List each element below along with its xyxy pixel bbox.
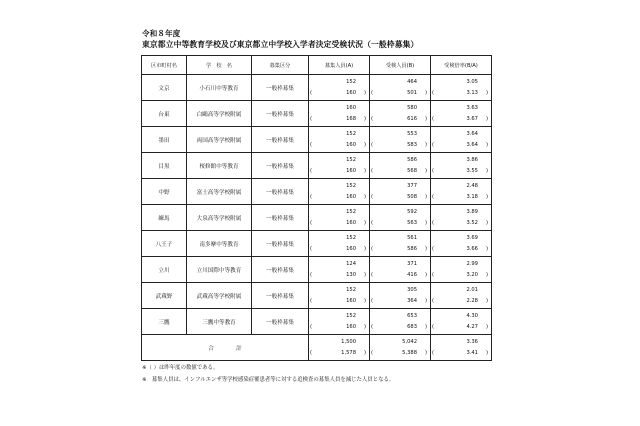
area-name: 目黒 (142, 153, 187, 179)
capacity-previous: 160 (346, 142, 356, 148)
header-ratio: 受検倍率(B/A) (431, 56, 492, 75)
paren-close: ) (485, 194, 488, 200)
total-row (142, 335, 492, 361)
capacity-cell (309, 127, 370, 153)
ratio-previous: 3.67 (466, 116, 478, 122)
paren-open: ( (310, 90, 313, 96)
paren-open: ( (371, 350, 374, 356)
paren-close: ) (485, 220, 488, 226)
applicants-current: 464 (407, 79, 417, 85)
paren-close: ) (424, 194, 427, 200)
area-name: 台東 (142, 101, 187, 127)
recruitment-category: 一般枠募集 (252, 179, 309, 205)
header-school: 学 校 名 (187, 56, 252, 75)
capacity-previous: 168 (346, 116, 356, 122)
paren-open: ( (432, 168, 435, 174)
ratio-current: 3.63 (466, 105, 478, 111)
applicants-current: 561 (407, 235, 417, 241)
capacity-previous: 160 (346, 194, 356, 200)
area-name: 立川 (142, 257, 187, 283)
total-applicants-previous: 5,388 (402, 350, 417, 356)
paren-close: ) (424, 168, 427, 174)
capacity-current: 160 (346, 105, 356, 111)
ratio-previous: 3.66 (466, 246, 478, 252)
applicants-cell (370, 205, 431, 231)
table-header-row (142, 56, 492, 75)
recruitment-category: 一般枠募集 (252, 127, 309, 153)
capacity-previous: 160 (346, 168, 356, 174)
ratio-previous: 3.18 (466, 194, 478, 200)
ratio-previous: 3.64 (466, 142, 478, 148)
ratio-current: 2.01 (466, 287, 478, 293)
total-applicants-cell (370, 335, 431, 361)
ratio-current: 4.30 (466, 313, 478, 319)
school-name: 小石川中等教育 (187, 75, 252, 101)
paren-open: ( (310, 220, 313, 226)
capacity-current: 152 (346, 183, 356, 189)
recruitment-category: 一般枠募集 (252, 75, 309, 101)
capacity-current: 152 (346, 131, 356, 137)
capacity-previous: 130 (346, 272, 356, 278)
paren-close: ) (424, 220, 427, 226)
capacity-previous: 160 (346, 324, 356, 330)
applicants-previous: 508 (407, 194, 417, 200)
paren-close: ) (363, 272, 366, 278)
paren-close: ) (424, 116, 427, 122)
table-row (142, 101, 492, 127)
paren-open: ( (310, 298, 313, 304)
paren-open: ( (310, 324, 313, 330)
ratio-current: 3.89 (466, 209, 478, 215)
note-previous-year: ※（ ）は昨年度の数値である。 (142, 365, 219, 371)
ratio-cell (431, 101, 492, 127)
header-area: 区市町村名 (142, 56, 187, 75)
paren-open: ( (371, 324, 374, 330)
applicants-current: 586 (407, 157, 417, 163)
capacity-current: 152 (346, 235, 356, 241)
school-name: 南多摩中等教育 (187, 231, 252, 257)
capacity-current: 124 (346, 261, 356, 267)
paren-open: ( (371, 168, 374, 174)
paren-close: ) (424, 142, 427, 148)
recruitment-category: 一般枠募集 (252, 153, 309, 179)
ratio-current: 2.48 (466, 183, 478, 189)
area-name: 三鷹 (142, 309, 187, 335)
table-row (142, 75, 492, 101)
total-capacity-cell (309, 335, 370, 361)
applicants-current: 580 (407, 105, 417, 111)
school-name: 三鷹中等教育 (187, 309, 252, 335)
capacity-previous: 160 (346, 298, 356, 304)
paren-open: ( (432, 272, 435, 278)
ratio-previous: 3.52 (466, 220, 478, 226)
applicants-current: 553 (407, 131, 417, 137)
ratio-current: 3.64 (466, 131, 478, 137)
paren-open: ( (371, 194, 374, 200)
paren-close: ) (363, 298, 366, 304)
ratio-current: 3.05 (466, 79, 478, 85)
paren-open: ( (371, 220, 374, 226)
capacity-cell (309, 205, 370, 231)
ratio-previous: 4.27 (466, 324, 478, 330)
ratio-current: 3.86 (466, 157, 478, 163)
paren-close: ) (363, 194, 366, 200)
paren-close: ) (363, 142, 366, 148)
school-name: 武蔵高等学校附属 (187, 283, 252, 309)
table-row (142, 153, 492, 179)
paren-close: ) (424, 246, 427, 252)
applicants-cell (370, 257, 431, 283)
area-name: 文京 (142, 75, 187, 101)
total-capacity-current: 1,500 (341, 339, 356, 345)
paren-open: ( (310, 168, 313, 174)
capacity-cell (309, 257, 370, 283)
applicants-previous: 416 (407, 272, 417, 278)
paren-close: ) (363, 90, 366, 96)
paren-open: ( (432, 194, 435, 200)
recruitment-category: 一般枠募集 (252, 257, 309, 283)
document-title: 東京都立中等教育学校及び東京都立中学校入学者決定受検状況（一般枠募集） (142, 40, 419, 49)
paren-open: ( (371, 142, 374, 148)
total-applicants-current: 5,042 (402, 339, 417, 345)
capacity-cell (309, 101, 370, 127)
applicants-previous: 583 (407, 142, 417, 148)
ratio-cell (431, 179, 492, 205)
capacity-cell (309, 75, 370, 101)
paren-open: ( (371, 90, 374, 96)
table-row (142, 231, 492, 257)
paren-open: ( (310, 350, 313, 356)
area-name: 練馬 (142, 205, 187, 231)
capacity-current: 152 (346, 79, 356, 85)
paren-close: ) (363, 324, 366, 330)
ratio-previous: 3.13 (466, 90, 478, 96)
paren-close: ) (424, 324, 427, 330)
capacity-current: 152 (346, 313, 356, 319)
header-applicants: 受検人員(B) (370, 56, 431, 75)
paren-open: ( (310, 194, 313, 200)
recruitment-category: 一般枠募集 (252, 283, 309, 309)
applicants-current: 377 (407, 183, 417, 189)
paren-close: ) (424, 90, 427, 96)
applicants-previous: 568 (407, 168, 417, 174)
paren-open: ( (371, 272, 374, 278)
school-name: 立川国際中等教育 (187, 257, 252, 283)
paren-close: ) (424, 298, 427, 304)
school-name: 桜修館中等教育 (187, 153, 252, 179)
paren-close: ) (363, 116, 366, 122)
table-row (142, 179, 492, 205)
table-row (142, 205, 492, 231)
applicants-cell (370, 101, 431, 127)
paren-open: ( (432, 324, 435, 330)
capacity-cell (309, 153, 370, 179)
paren-close: ) (485, 272, 488, 278)
ratio-current: 2.99 (466, 261, 478, 267)
ratio-cell (431, 127, 492, 153)
applicants-previous: 501 (407, 90, 417, 96)
paren-close: ) (363, 350, 366, 356)
header-capacity: 募集人員(A) (309, 56, 370, 75)
paren-open: ( (432, 116, 435, 122)
ratio-previous: 3.55 (466, 168, 478, 174)
ratio-cell (431, 309, 492, 335)
capacity-current: 152 (346, 209, 356, 215)
ratio-previous: 2.28 (466, 298, 478, 304)
paren-close: ) (485, 350, 488, 356)
paren-close: ) (363, 246, 366, 252)
total-ratio-previous: 3.41 (466, 350, 478, 356)
paren-open: ( (371, 298, 374, 304)
ratio-cell (431, 257, 492, 283)
ratio-cell (431, 75, 492, 101)
applicants-cell (370, 283, 431, 309)
ratio-previous: 3.20 (466, 272, 478, 278)
paren-close: ) (485, 90, 488, 96)
paren-close: ) (424, 350, 427, 356)
paren-close: ) (485, 142, 488, 148)
applicants-cell (370, 309, 431, 335)
paren-open: ( (432, 90, 435, 96)
applicants-current: 305 (407, 287, 417, 293)
ratio-current: 3.69 (466, 235, 478, 241)
school-name: 両国高等学校附属 (187, 127, 252, 153)
recruitment-category: 一般枠募集 (252, 205, 309, 231)
paren-close: ) (424, 272, 427, 278)
applicants-cell (370, 153, 431, 179)
school-name: 富士高等学校附属 (187, 179, 252, 205)
paren-open: ( (371, 116, 374, 122)
applicants-current: 371 (407, 261, 417, 267)
paren-open: ( (310, 142, 313, 148)
capacity-current: 152 (346, 287, 356, 293)
ratio-cell (431, 153, 492, 179)
applicants-cell (370, 179, 431, 205)
paren-close: ) (363, 168, 366, 174)
paren-open: ( (432, 298, 435, 304)
capacity-previous: 160 (346, 90, 356, 96)
ratio-cell (431, 283, 492, 309)
paren-close: ) (485, 298, 488, 304)
school-name: 白鷗高等学校附属 (187, 101, 252, 127)
applicants-cell (370, 231, 431, 257)
table-row (142, 127, 492, 153)
applicants-previous: 364 (407, 298, 417, 304)
document-subtitle: 令和８年度 (142, 29, 181, 38)
capacity-cell (309, 231, 370, 257)
paren-close: ) (485, 116, 488, 122)
paren-close: ) (485, 246, 488, 252)
paren-open: ( (432, 350, 435, 356)
recruitment-category: 一般枠募集 (252, 309, 309, 335)
area-name: 墨田 (142, 127, 187, 153)
note-capacity: ※ 募集人員は、インフルエンザ等学校感染症罹患者等に対する追検査の募集人員を減じた人員となる。 (142, 377, 395, 383)
applicants-current: 592 (407, 209, 417, 215)
paren-open: ( (432, 142, 435, 148)
applicants-cell (370, 75, 431, 101)
area-name: 八王子 (142, 231, 187, 257)
paren-open: ( (371, 246, 374, 252)
paren-open: ( (310, 272, 313, 278)
admissions-table (141, 55, 492, 361)
recruitment-category: 一般枠募集 (252, 231, 309, 257)
applicants-previous: 616 (407, 116, 417, 122)
paren-close: ) (363, 220, 366, 226)
table-row (142, 283, 492, 309)
school-name: 大泉高等学校附属 (187, 205, 252, 231)
total-capacity-previous: 1,578 (341, 350, 356, 356)
applicants-previous: 563 (407, 220, 417, 226)
capacity-cell (309, 179, 370, 205)
area-name: 武蔵野 (142, 283, 187, 309)
applicants-current: 653 (407, 313, 417, 319)
paren-close: ) (485, 324, 488, 330)
applicants-previous: 586 (407, 246, 417, 252)
total-ratio-current: 3.36 (466, 339, 478, 345)
paren-open: ( (432, 246, 435, 252)
capacity-current: 152 (346, 157, 356, 163)
capacity-previous: 160 (346, 246, 356, 252)
paren-open: ( (310, 246, 313, 252)
applicants-previous: 683 (407, 324, 417, 330)
ratio-cell (431, 231, 492, 257)
table-row (142, 257, 492, 283)
paren-close: ) (485, 168, 488, 174)
paren-open: ( (432, 220, 435, 226)
header-category: 募集区分 (252, 56, 309, 75)
capacity-previous: 160 (346, 220, 356, 226)
recruitment-category: 一般枠募集 (252, 101, 309, 127)
table-row (142, 309, 492, 335)
area-name: 中野 (142, 179, 187, 205)
ratio-cell (431, 205, 492, 231)
applicants-cell (370, 127, 431, 153)
capacity-cell (309, 283, 370, 309)
total-label: 合 計 (142, 335, 309, 361)
paren-open: ( (310, 116, 313, 122)
capacity-cell (309, 309, 370, 335)
total-ratio-cell (431, 335, 492, 361)
